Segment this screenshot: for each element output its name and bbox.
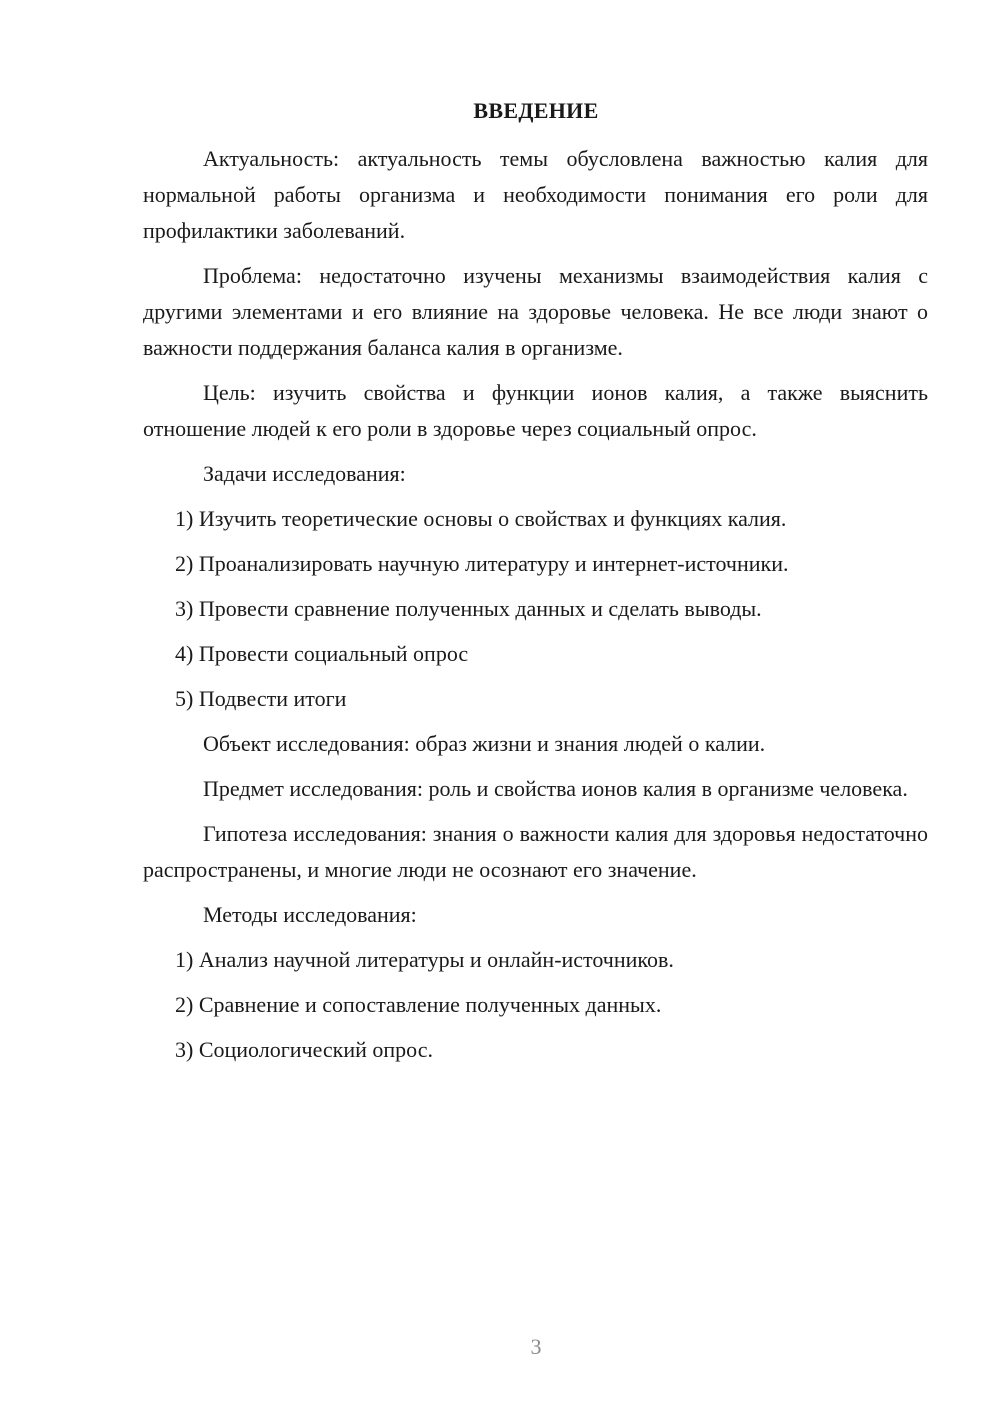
task-item: 1) Изучить теоретические основы о свойствах и функциях калия. xyxy=(175,506,787,531)
task-item: 4) Провести социальный опрос xyxy=(175,641,469,666)
task-item: 2) Проанализировать научную литературу и интернет-источники. xyxy=(175,551,789,576)
method-item: 3) Социологический опрос. xyxy=(175,1037,433,1062)
relevance-paragraph: Актуальность: актуальность темы обусловлена важностью калия для нормальной работы организма и необходимости понимания его роли для профилактики заболеваний. xyxy=(143,146,928,243)
methods-heading: Методы исследования: xyxy=(203,902,417,927)
page-number: 3 xyxy=(530,1334,542,1359)
task-item: 5) Подвести итоги xyxy=(175,686,347,711)
object-paragraph: Объект исследования: образ жизни и знания людей о калии. xyxy=(203,731,766,756)
method-item: 1) Анализ научной литературы и онлайн-источников. xyxy=(175,947,674,972)
page-title: ВВЕДЕНИЕ xyxy=(473,98,599,123)
problem-paragraph: Проблема: недостаточно изучены механизмы взаимодействия калия с другими элементами и его влияние на здоровье человека. Не все люди знают о важности поддержания баланса калия в организме. xyxy=(143,263,928,360)
goal-paragraph: Цель: изучить свойства и функции ионов калия, а также выяснить отношение людей к его роли в здоровье через социальный опрос. xyxy=(143,380,928,441)
tasks-heading: Задачи исследования: xyxy=(203,461,406,486)
hypothesis-paragraph: Гипотеза исследования: знания о важности калия для здоровья недостаточно распространены, и многие люди не осознают его значение. xyxy=(143,821,928,882)
document-body xyxy=(143,141,928,1077)
method-item: 2) Сравнение и сопоставление полученных данных. xyxy=(175,992,662,1017)
subject-paragraph: Предмет исследования: роль и свойства ионов калия в организме человека. xyxy=(203,776,908,801)
task-item: 3) Провести сравнение полученных данных и сделать выводы. xyxy=(175,596,762,621)
